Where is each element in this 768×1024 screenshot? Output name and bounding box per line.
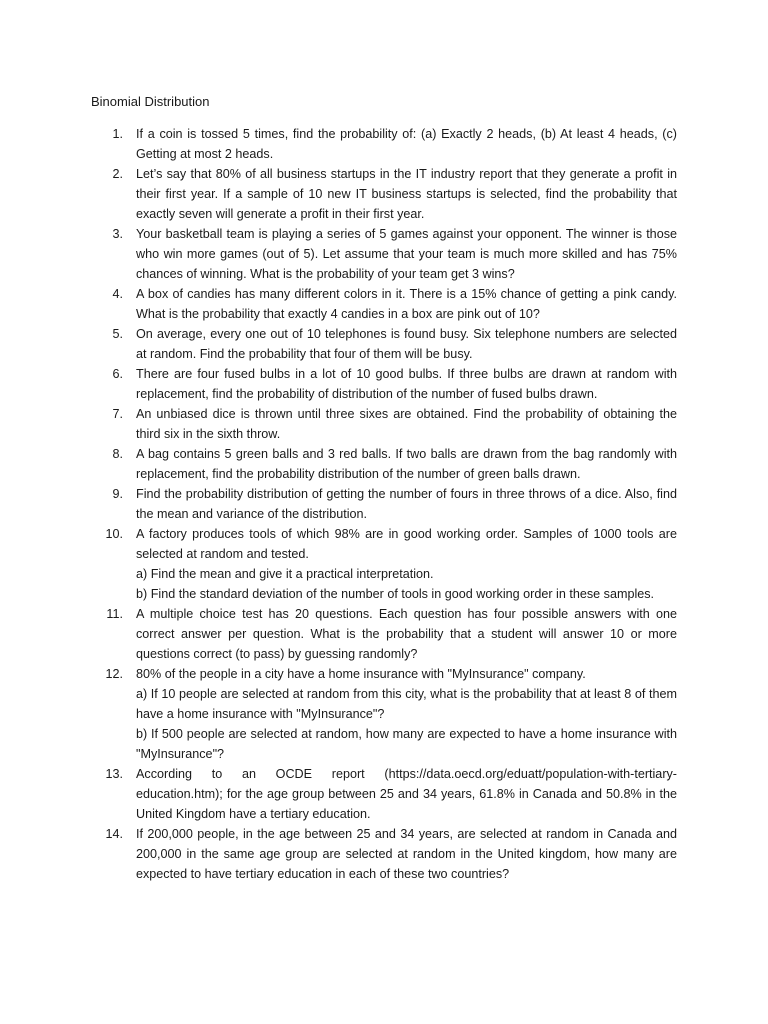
item-number: 13. bbox=[105, 767, 123, 781]
list-item bbox=[112, 444, 677, 484]
item-text: A multiple choice test has 20 questions. Each question has four possible answers with one correct answer per question. What is the probability that a student will answer 10 or more questions correct (to pass) by guessing randomly? bbox=[136, 607, 677, 661]
item-number: 1. bbox=[112, 127, 123, 141]
item-number: 11. bbox=[106, 607, 123, 621]
item-subpart: a) If 10 people are selected at random from this city, what is the probability that at least 8 of them have a home insurance with "MyInsurance"? bbox=[136, 687, 677, 721]
list-item bbox=[112, 224, 677, 284]
item-text: Let’s say that 80% of all business startups in the IT industry report that they generate a profit in their first year. If a sample of 10 new IT business startups is selected, find the probability that exactly seven will generate a profit in their first year. bbox=[136, 167, 677, 221]
item-subpart: b) Find the standard deviation of the number of tools in good working order in these samples. bbox=[136, 587, 655, 601]
item-text: If 200,000 people, in the age between 25 and 34 years, are selected at random in Canada and 200,000 in the same age group are selected at random in the United kingdom, how many are expected to have tertiary education in each of these two countries? bbox=[136, 827, 677, 881]
list-item bbox=[112, 124, 677, 164]
question-list bbox=[105, 124, 677, 884]
list-item bbox=[112, 404, 677, 444]
item-text: A factory produces tools of which 98% are in good working order. Samples of 1000 tools are selected at random and tested. bbox=[136, 527, 677, 561]
item-text: A box of candies has many different colors in it. There is a 15% chance of getting a pink candy. What is the probability that exactly 4 candies in a box are pink out of 10? bbox=[136, 287, 677, 321]
list-item bbox=[105, 824, 677, 884]
item-number: 9. bbox=[112, 487, 123, 501]
list-item bbox=[112, 164, 677, 224]
list-item bbox=[112, 324, 677, 364]
item-number: 12. bbox=[105, 667, 123, 681]
item-subpart: a) Find the mean and give it a practical interpretation. bbox=[136, 567, 434, 581]
item-number: 10. bbox=[105, 527, 123, 541]
list-item bbox=[105, 664, 677, 764]
item-subpart: b) If 500 people are selected at random, how many are expected to have a home insurance with "MyInsurance"? bbox=[136, 727, 677, 761]
page-title: Binomial Distribution bbox=[91, 94, 210, 109]
item-text: According to an OCDE report (https://data.oecd.org/eduatt/population-with-tertiary-education.htm); for the age group between 25 and 34 years, 61.8% in Canada and 50.8% in the United Kingdom have a tertiary education. bbox=[136, 767, 677, 821]
item-text: 80% of the people in a city have a home insurance with "MyInsurance" company. bbox=[136, 667, 586, 681]
item-number: 6. bbox=[112, 367, 123, 381]
item-text: If a coin is tossed 5 times, find the probability of: (a) Exactly 2 heads, (b) At least 4 heads, (c) Getting at most 2 heads. bbox=[136, 127, 677, 161]
item-text: There are four fused bulbs in a lot of 10 good bulbs. If three bulbs are drawn at random with replacement, find the probability of distribution of the number of fused bulbs drawn. bbox=[136, 367, 677, 401]
item-text: Find the probability distribution of getting the number of fours in three throws of a dice. Also, find the mean and variance of the distribution. bbox=[136, 487, 677, 521]
item-number: 7. bbox=[112, 407, 123, 421]
item-text: Your basketball team is playing a series of 5 games against your opponent. The winner is those who win more games (out of 5). Let assume that your team is much more skilled and has 75% chances of winning. What is the probability of your team get 3 wins? bbox=[136, 227, 677, 281]
list-item bbox=[112, 364, 677, 404]
item-text: A bag contains 5 green balls and 3 red balls. If two balls are drawn from the bag randomly with replacement, find the probability distribution of the number of green balls drawn. bbox=[136, 447, 677, 481]
list-item bbox=[105, 524, 677, 604]
list-item bbox=[106, 604, 677, 664]
item-number: 3. bbox=[112, 227, 123, 241]
list-item bbox=[105, 764, 677, 824]
list-item bbox=[112, 484, 677, 524]
item-number: 8. bbox=[112, 447, 123, 461]
item-number: 14. bbox=[105, 827, 123, 841]
item-number: 4. bbox=[112, 287, 123, 301]
item-number: 2. bbox=[112, 167, 123, 181]
list-item bbox=[112, 284, 677, 324]
item-text: On average, every one out of 10 telephones is found busy. Six telephone numbers are selected at random. Find the probability that four of them will be busy. bbox=[136, 327, 677, 361]
item-number: 5. bbox=[112, 327, 123, 341]
item-text: An unbiased dice is thrown until three sixes are obtained. Find the probability of obtaining the third six in the sixth throw. bbox=[136, 407, 677, 441]
